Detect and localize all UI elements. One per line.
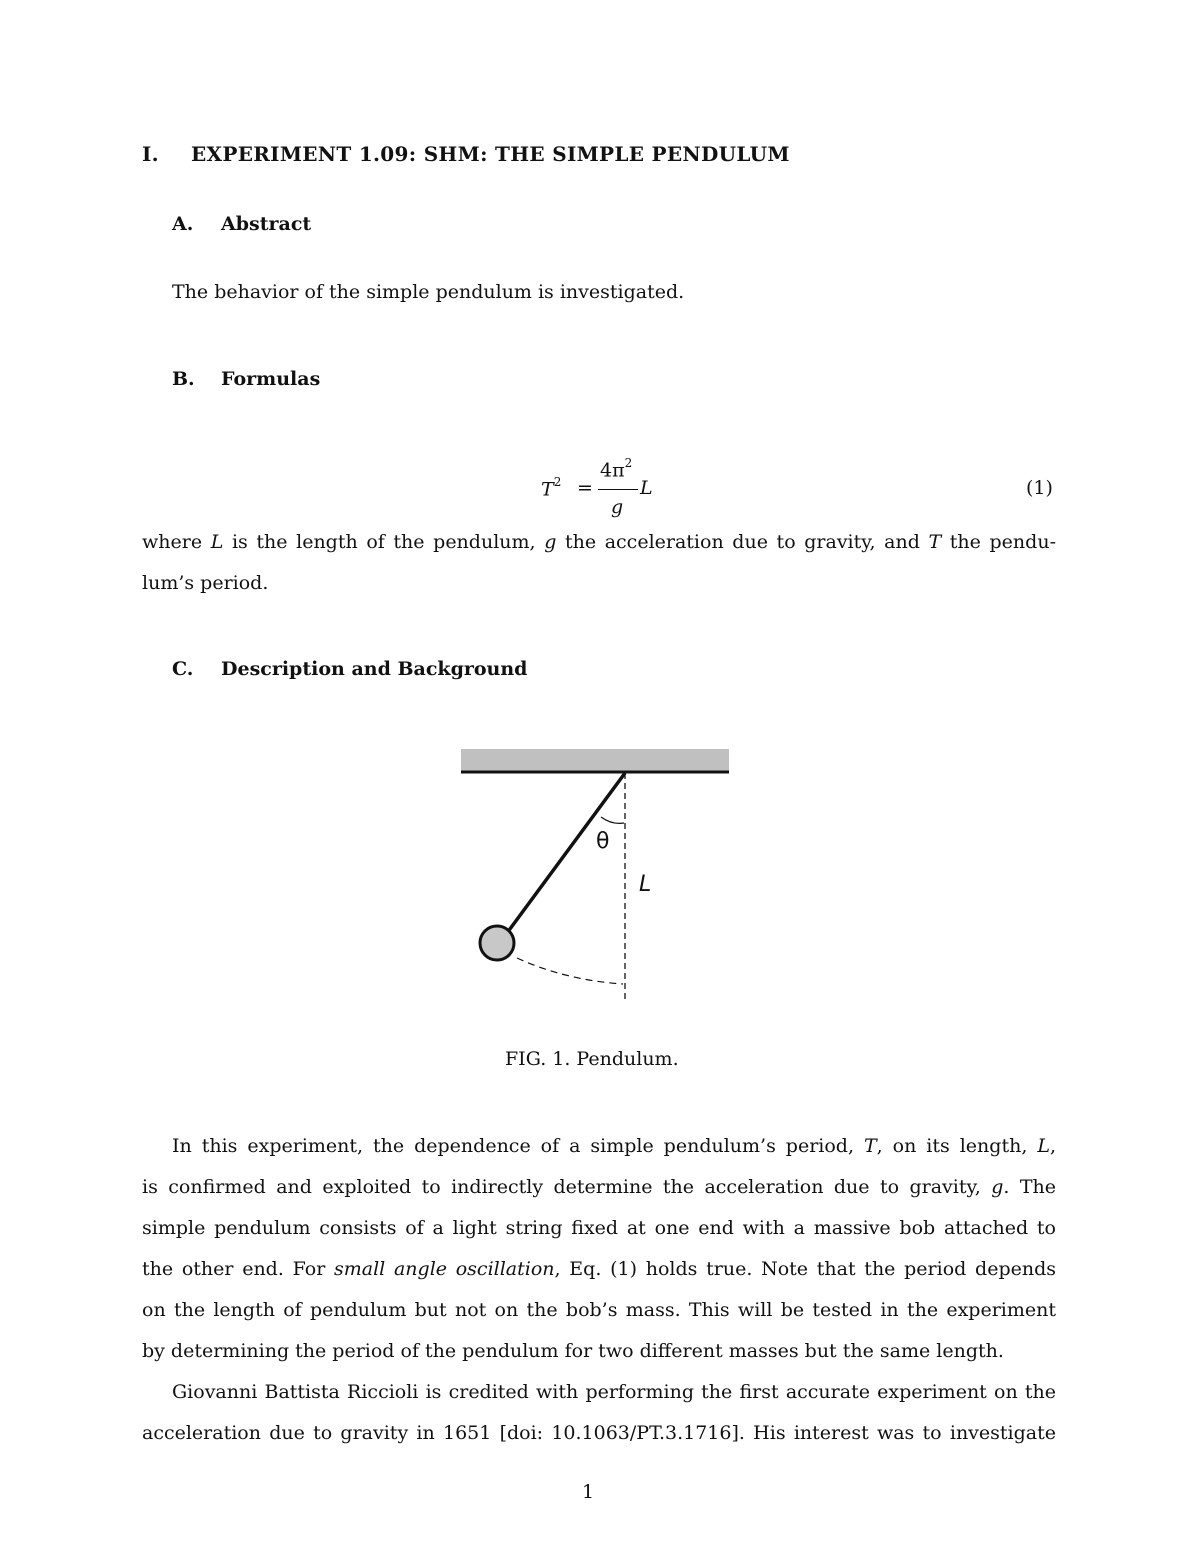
eq-numerator: 4π [600,459,625,482]
subsection-a-title: Abstract [221,213,312,235]
eq-fraction-bar [598,489,638,490]
eq-denominator: g [611,496,624,518]
figure-caption: FIG. 1. Pendulum. [505,1048,679,1070]
page-number: 1 [582,1481,595,1503]
eq-numerator-exp: 2 [624,456,633,470]
angle-arc [601,817,624,823]
subsection-b-title: Formulas [221,368,321,390]
theta-label: θ [596,829,610,854]
paragraph-2-line-2: acceleration due to gravity in 1651 [doi: 10.1063/PT.3.1716]. His interest was to investigate [142,1422,1056,1444]
paragraph-1-line-4: the other end. For small angle oscillation, Eq. (1) holds true. Note that the period depends [142,1258,1057,1280]
section-number: I. [142,142,159,166]
subsection-b-number: B. [172,368,195,390]
paragraph-1-line-3: simple pendulum consists of a light string fixed at one end with a massive bob attached to [142,1217,1056,1239]
formula-description [142,522,1056,604]
eq-lhs-exp: 2 [553,475,562,489]
formula-desc-line-2: lum’s period. [142,572,269,594]
paragraph-1-line-1: In this experiment, the dependence of a simple pendulum’s period, T, on its length, L, [172,1135,1056,1157]
subsection-c-title: Description and Background [221,658,528,680]
eq-rhs-var: L [640,477,653,499]
pendulum-bob [480,926,514,960]
paragraph-2 [142,1372,1056,1454]
eq-lhs: T [541,478,554,501]
paragraph-1-line-6: by determining the period of the pendulum for two different masses but the same length. [142,1340,1004,1362]
ceiling-block [461,749,729,771]
paragraph-1 [142,1126,1056,1372]
section-title: EXPERIMENT 1.09: SHM: THE SIMPLE PENDULUM [191,142,790,166]
paragraph-1-line-5: on the length of pendulum but not on the bob’s mass. This will be tested in the experiment [142,1299,1056,1321]
swing-arc [517,958,623,984]
formula-desc-line-1: where L is the length of the pendulum, g the acceleration due to gravity, and T the pendu- [142,531,1056,553]
eq-number: (1) [1026,477,1053,499]
subsection-c-number: C. [172,658,194,680]
paragraph-2-line-1: Giovanni Battista Riccioli is credited with performing the first accurate experiment on the [172,1381,1056,1403]
pendulum-figure [455,740,740,1010]
eq-equals: = [577,477,593,499]
paragraph-1-line-2: is confirmed and exploited to indirectly determine the acceleration due to gravity, g. The [142,1176,1056,1198]
length-label: L [639,872,652,897]
abstract-text: The behavior of the simple pendulum is investigated. [172,281,685,303]
subsection-a-number: A. [172,213,194,235]
